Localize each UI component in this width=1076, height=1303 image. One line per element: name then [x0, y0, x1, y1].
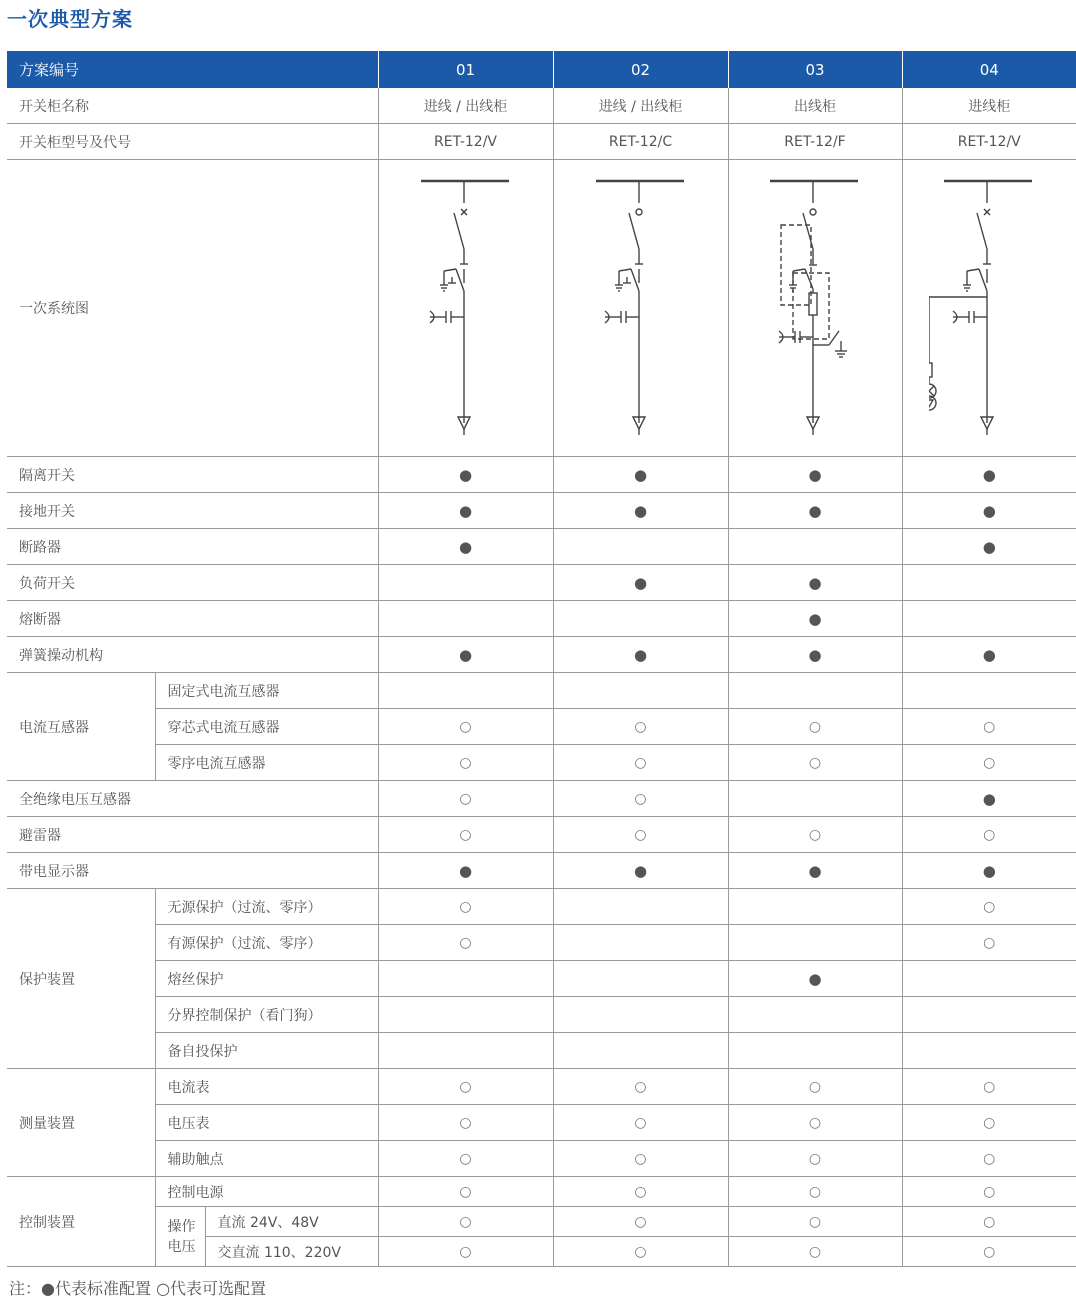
cell-value	[902, 1177, 1076, 1207]
diagram-cell	[902, 160, 1076, 457]
table-row	[7, 1207, 1076, 1237]
cell-value	[902, 601, 1076, 637]
table-row	[7, 781, 1076, 817]
row-label: 备自投保护	[155, 1033, 378, 1069]
config-mark: ●	[808, 969, 822, 988]
config-mark: RET-12/F	[784, 133, 846, 150]
cell-value	[553, 565, 728, 601]
config-mark: 出线柜	[794, 98, 836, 115]
cell-value	[553, 1033, 728, 1069]
cell-value	[378, 1033, 553, 1069]
single-line-diagram-breaker	[416, 173, 516, 443]
cell-value	[378, 997, 553, 1033]
config-mark: ○	[459, 934, 472, 951]
config-mark: ●	[633, 465, 648, 484]
cell-value	[378, 1207, 553, 1237]
scheme-table	[7, 51, 1076, 1267]
config-mark: ○	[983, 1183, 996, 1200]
cell-value	[553, 124, 728, 160]
cell-value	[378, 961, 553, 997]
config-mark: ○	[983, 934, 996, 951]
table-row	[7, 1177, 1076, 1207]
cell-value	[378, 853, 553, 889]
group-label: 控制装置	[7, 1177, 155, 1267]
table-row	[7, 853, 1076, 889]
table-row	[7, 709, 1076, 745]
cell-value	[553, 1177, 728, 1207]
cell-value	[378, 124, 553, 160]
config-mark: ○	[983, 1243, 996, 1260]
cell-value	[902, 457, 1076, 493]
single-line-diagram-load-switch	[591, 173, 691, 443]
config-mark: ○	[983, 754, 996, 771]
cell-value	[902, 1141, 1076, 1177]
diagram-row	[7, 160, 1076, 457]
row-label: 固定式电流互感器	[155, 673, 378, 709]
single-line-diagram-fuse-combination	[765, 173, 865, 443]
diagram-cell	[553, 160, 728, 457]
config-mark: RET-12/V	[957, 133, 1021, 150]
cell-value	[553, 925, 728, 961]
row-label: 熔丝保护	[155, 961, 378, 997]
config-mark: ●	[808, 501, 822, 520]
config-mark: ●	[982, 861, 996, 880]
cell-value	[728, 1033, 902, 1069]
cell-value	[728, 817, 902, 853]
cell-value	[902, 781, 1076, 817]
cell-value	[553, 673, 728, 709]
table-header	[7, 51, 1076, 88]
cell-value	[553, 493, 728, 529]
cell-value	[378, 781, 553, 817]
config-mark: ○	[634, 754, 647, 771]
config-mark: ○	[459, 1213, 472, 1230]
cell-value	[728, 637, 902, 673]
config-mark: ○	[808, 1150, 822, 1167]
cell-value	[553, 1105, 728, 1141]
row-label: 辅助触点	[155, 1141, 378, 1177]
cell-value	[728, 88, 902, 124]
cell-value	[902, 997, 1076, 1033]
config-mark: ○	[634, 1114, 647, 1131]
row-label: 电流表	[155, 1069, 378, 1105]
cell-value	[378, 1069, 553, 1105]
row-label: 隔离开关	[7, 457, 378, 493]
table-row	[7, 889, 1076, 925]
cell-value	[902, 853, 1076, 889]
group-label: 测量装置	[7, 1069, 155, 1177]
cell-value	[902, 637, 1076, 673]
table-row	[7, 745, 1076, 781]
config-mark: ●	[633, 645, 648, 664]
table-row	[7, 457, 1076, 493]
config-mark: ○	[983, 898, 996, 915]
cell-value	[728, 1105, 902, 1141]
diagram-cell	[378, 160, 553, 457]
row-label: 全绝缘电压互感器	[7, 781, 378, 817]
cell-value	[902, 493, 1076, 529]
config-mark: ○	[459, 1150, 472, 1167]
config-mark: ○	[983, 1150, 996, 1167]
config-mark: ○	[808, 1183, 822, 1200]
config-mark: ●	[982, 537, 996, 556]
cell-value	[378, 889, 553, 925]
table-row	[7, 673, 1076, 709]
config-mark: ●	[808, 465, 822, 484]
cell-value	[728, 709, 902, 745]
cell-value	[378, 1237, 553, 1267]
config-mark: ○	[983, 1114, 996, 1131]
cell-value	[553, 709, 728, 745]
config-mark: ○	[634, 718, 647, 735]
cell-value	[728, 1207, 902, 1237]
config-mark: ●	[982, 645, 996, 664]
config-mark: 进线 / 出线柜	[423, 98, 508, 115]
page-title: 一次典型方案	[7, 7, 133, 31]
config-mark: ○	[634, 826, 647, 843]
table-row	[7, 817, 1076, 853]
config-mark: ○	[634, 1243, 647, 1260]
cell-value	[553, 853, 728, 889]
table-row	[7, 1105, 1076, 1141]
row-label: 电压表	[155, 1105, 378, 1141]
legend-note	[9, 1276, 266, 1299]
cell-value	[902, 925, 1076, 961]
cell-value	[902, 1069, 1076, 1105]
cell-value	[553, 1141, 728, 1177]
table-row	[7, 88, 1076, 124]
table-row	[7, 637, 1076, 673]
cell-value	[728, 124, 902, 160]
row-label: 熔断器	[7, 601, 378, 637]
cell-value	[378, 457, 553, 493]
cell-value	[728, 673, 902, 709]
config-mark: ○	[634, 1213, 647, 1230]
row-label: 一次系统图	[7, 160, 378, 457]
single-line-diagram-incoming-with-pt	[929, 173, 1049, 443]
cell-value	[728, 457, 902, 493]
cell-value	[902, 565, 1076, 601]
cell-value	[902, 1207, 1076, 1237]
table-row	[7, 601, 1076, 637]
note-optional: ○代表可选配置	[156, 1279, 267, 1298]
cell-value	[553, 997, 728, 1033]
row-label: 交直流 110、220V	[205, 1237, 378, 1267]
table-row	[7, 124, 1076, 160]
config-mark: RET-12/C	[608, 133, 673, 150]
scheme-number: 01	[378, 51, 553, 88]
config-mark: ●	[458, 537, 473, 556]
config-mark: ●	[458, 465, 473, 484]
cell-value	[553, 1207, 728, 1237]
group-label: 电流互感器	[7, 673, 155, 781]
cell-value	[728, 1237, 902, 1267]
cell-value	[378, 529, 553, 565]
config-mark: ○	[459, 1243, 472, 1260]
cell-value	[728, 925, 902, 961]
cell-value	[553, 781, 728, 817]
config-mark: ○	[634, 1150, 647, 1167]
cell-value	[902, 529, 1076, 565]
table-row	[7, 961, 1076, 997]
row-label: 穿芯式电流互感器	[155, 709, 378, 745]
cell-value	[378, 1177, 553, 1207]
config-mark: ○	[459, 754, 472, 771]
cell-value	[728, 781, 902, 817]
config-mark: ●	[982, 789, 996, 808]
note-standard: ●代表标准配置	[41, 1279, 151, 1298]
cell-value	[378, 1141, 553, 1177]
config-mark: ○	[459, 898, 472, 915]
scheme-number: 03	[728, 51, 902, 88]
cell-value	[902, 961, 1076, 997]
cell-value	[378, 493, 553, 529]
config-mark: ○	[459, 718, 472, 735]
cell-value	[378, 88, 553, 124]
config-mark: ●	[458, 861, 473, 880]
note-prefix: 注：	[9, 1279, 42, 1298]
cell-value	[553, 529, 728, 565]
cell-value	[378, 565, 553, 601]
cell-value	[902, 673, 1076, 709]
row-label: 控制电源	[155, 1177, 378, 1207]
cell-value	[553, 1069, 728, 1105]
cell-value	[378, 601, 553, 637]
config-mark: RET-12/V	[434, 133, 497, 150]
config-mark: 进线 / 出线柜	[598, 98, 683, 115]
config-mark: ○	[808, 1114, 822, 1131]
cell-value	[728, 1177, 902, 1207]
cell-value	[553, 601, 728, 637]
cell-value	[902, 709, 1076, 745]
config-mark: ○	[459, 1183, 472, 1200]
cell-value	[728, 889, 902, 925]
diagram-cell	[728, 160, 902, 457]
config-mark: 进线柜	[968, 98, 1011, 115]
row-label: 弹簧操动机构	[7, 637, 378, 673]
cell-value	[728, 997, 902, 1033]
group-label: 保护装置	[7, 889, 155, 1069]
cell-value	[728, 565, 902, 601]
cell-value	[553, 88, 728, 124]
row-label: 开关柜名称	[7, 88, 378, 124]
row-label: 零序电流互感器	[155, 745, 378, 781]
cell-value	[553, 889, 728, 925]
table-row	[7, 997, 1076, 1033]
cell-value	[378, 637, 553, 673]
config-mark: ○	[983, 718, 996, 735]
config-mark: ●	[808, 573, 822, 592]
config-mark: ○	[983, 826, 996, 843]
config-mark: ●	[982, 465, 996, 484]
cell-value	[378, 745, 553, 781]
config-mark: ●	[808, 861, 822, 880]
row-label: 有源保护（过流、零序）	[155, 925, 378, 961]
row-label: 接地开关	[7, 493, 378, 529]
sub-group-label: 操作电压	[155, 1207, 205, 1267]
scheme-number: 04	[902, 51, 1076, 88]
cell-value	[378, 709, 553, 745]
row-label: 分界控制保护（看门狗）	[155, 997, 378, 1033]
cell-value	[902, 124, 1076, 160]
cell-value	[553, 961, 728, 997]
cell-value	[902, 1105, 1076, 1141]
cell-value	[902, 1237, 1076, 1267]
table-row	[7, 493, 1076, 529]
cell-value	[728, 601, 902, 637]
cell-value	[728, 745, 902, 781]
config-mark: ○	[808, 1243, 822, 1260]
cell-value	[728, 961, 902, 997]
table-row	[7, 1141, 1076, 1177]
cell-value	[378, 673, 553, 709]
cell-value	[728, 1069, 902, 1105]
config-mark: ●	[982, 501, 996, 520]
cell-value	[728, 853, 902, 889]
config-mark: ○	[634, 1078, 647, 1095]
config-mark: ○	[634, 1183, 647, 1200]
cell-value	[378, 1105, 553, 1141]
cell-value	[728, 529, 902, 565]
cell-value	[902, 817, 1076, 853]
config-mark: ●	[808, 609, 822, 628]
row-label: 无源保护（过流、零序）	[155, 889, 378, 925]
config-mark: ●	[633, 573, 648, 592]
config-mark: ○	[634, 790, 647, 807]
table-row	[7, 1069, 1076, 1105]
table-row	[7, 1033, 1076, 1069]
row-label: 带电显示器	[7, 853, 378, 889]
row-label: 直流 24V、48V	[205, 1207, 378, 1237]
config-mark: ○	[808, 1213, 822, 1230]
cell-value	[902, 1033, 1076, 1069]
config-mark: ○	[983, 1078, 996, 1095]
header-label: 方案编号	[7, 51, 378, 88]
cell-value	[553, 817, 728, 853]
cell-value	[553, 637, 728, 673]
cell-value	[902, 889, 1076, 925]
config-mark: ●	[633, 501, 648, 520]
row-label: 开关柜型号及代号	[7, 124, 378, 160]
config-mark: ○	[459, 826, 472, 843]
table-row	[7, 565, 1076, 601]
config-mark: ○	[808, 754, 822, 771]
config-mark: ○	[808, 718, 822, 735]
config-mark: ○	[459, 1078, 472, 1095]
config-mark: ○	[808, 826, 822, 843]
cell-value	[553, 1237, 728, 1267]
scheme-number: 02	[553, 51, 728, 88]
cell-value	[553, 745, 728, 781]
config-mark: ○	[459, 1114, 472, 1131]
table-row	[7, 529, 1076, 565]
config-mark: ○	[808, 1078, 822, 1095]
config-mark: ●	[633, 861, 648, 880]
cell-value	[378, 925, 553, 961]
cell-value	[728, 493, 902, 529]
config-mark: ○	[459, 790, 472, 807]
cell-value	[553, 457, 728, 493]
row-label: 断路器	[7, 529, 378, 565]
row-label: 避雷器	[7, 817, 378, 853]
cell-value	[728, 1141, 902, 1177]
cell-value	[902, 88, 1076, 124]
table-row	[7, 925, 1076, 961]
config-mark: ●	[458, 501, 473, 520]
config-mark: ●	[808, 645, 822, 664]
config-mark: ○	[983, 1213, 996, 1230]
config-mark: ●	[458, 645, 473, 664]
row-label: 负荷开关	[7, 565, 378, 601]
cell-value	[378, 817, 553, 853]
cell-value	[902, 745, 1076, 781]
